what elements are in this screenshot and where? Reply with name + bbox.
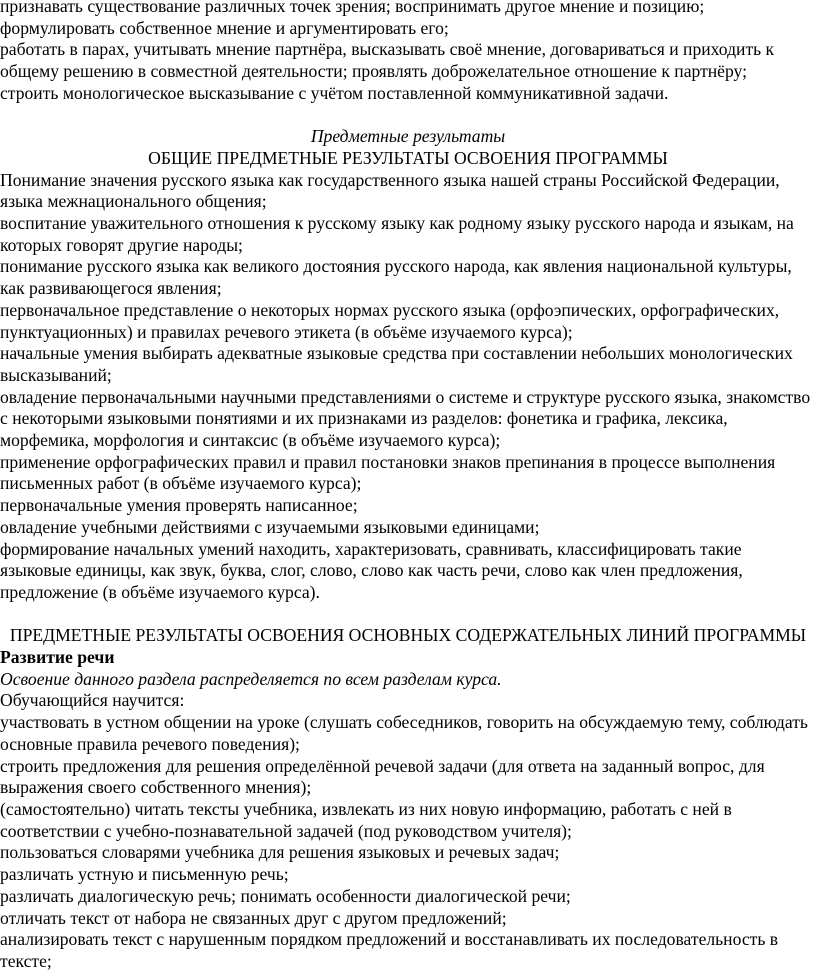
intro-paragraph: формулировать собственное мнение и аргументировать его; [0,17,449,38]
learning-outcome-item: анализировать текст с нарушенным порядком предложений и восстанавливать их последовательность в тексте; [0,929,779,971]
learning-outcome-item: отличать текст от набора не связанных друг с другом предложений; [0,907,507,928]
learning-outcome-item: (самостоятельно) читать тексты учебника, извлекать из них новую информацию, работать с ней в соответствии с учебно-познавательной задачей (под руководством учителя); [0,798,732,841]
general-result-item: первоначальное представление о некоторых нормах русского языка (орфоэпических, орфографических, пунктуационных) и правилах речевого этикета (в объёме изучаемого курса); [0,299,780,342]
subject-results-heading: Предметные результаты [310,126,506,147]
content-lines-title: ПРЕДМЕТНЫЕ РЕЗУЛЬТАТЫ ОСВОЕНИЯ ОСНОВНЫХ СОДЕРЖАТЕЛЬНЫХ ЛИНИЙ ПРОГРАММЫ [9,625,807,646]
general-result-item: овладение первоначальными научными представлениями о системе и структуре русского языка, знакомство с некоторыми языковыми понятиями и их признаками из разделов: фонетика и графика, лексика, морфемика, морфология и синтаксис (в объёме изучаемого курса); [0,386,811,451]
general-result-item: воспитание уважительного отношения к русскому языку как родному языку русского народа и языкам, на которых говорят другие народы; [0,213,794,255]
learning-outcome-item: различать диалогическую речь; понимать особенности диалогической речи; [0,885,571,906]
general-result-item: Понимание значения русского языка как государственного языка нашей страны Российской Федерации, языка межнационального общения; [0,169,780,212]
intro-paragraph: признавать существование различных точек зрения; воспринимать другое мнение и позицию; [0,0,705,16]
general-result-item: применение орфографических правил и правил постановки знаков препинания в процессе выполнения письменных работ (в объёме изучаемого курса); [0,451,776,494]
general-result-item: первоначальные умения проверять написанное; [0,495,358,516]
section-title: Развитие речи [0,647,115,668]
general-result-item: понимание русского языка как великого достояния русского народа, как явления национальной культуры, как развивающегося явления; [0,256,792,299]
learning-outcome-item: пользоваться словарями учебника для решения языковых и речевых задач; [0,842,560,863]
learning-outcome-item: участвовать в устном общении на уроке (слушать собеседников, говорить на обсуждаемую тему, соблюдать основные правила речевого поведения); [0,712,808,754]
spacer [0,105,816,127]
learning-outcome-item: строить предложения для решения определённой речевой задачи (для ответа на заданный вопрос, для выражения своего собственного мнения); [0,755,765,798]
intro-paragraph: строить монологическое высказывание с учётом поставленной коммуникативной задачи. [0,82,669,103]
learning-outcome-item: различать устную и письменную речь; [0,864,289,885]
section-note: Освоение данного раздела распределяется по всем разделам курса. [0,668,502,689]
general-results-title: ОБЩИЕ ПРЕДМЕТНЫЕ РЕЗУЛЬТАТЫ ОСВОЕНИЯ ПРОГРАММЫ [148,147,668,168]
intro-paragraph: работать в парах, учитывать мнение партнёра, высказывать своё мнение, договариваться и приходить к общему решению в совместной деятельности; проявлять доброжелательное отношение к партнёру; [0,39,775,82]
spacer [0,604,816,626]
general-result-item: начальные умения выбирать адекватные языковые средства при составлении небольших монологических высказываний; [0,343,793,385]
learner-label: Обучающийся научится: [0,690,185,711]
general-result-item: формирование начальных умений находить, характеризовать, сравнивать, классифицировать такие языковые единицы, как звук, буква, слог, слово, слово как часть речи, слово как член предложения, предложение (в объёме изучаемого курса). [0,538,743,602]
general-result-item: овладение учебными действиями с изучаемыми языковыми единицами; [0,516,540,537]
